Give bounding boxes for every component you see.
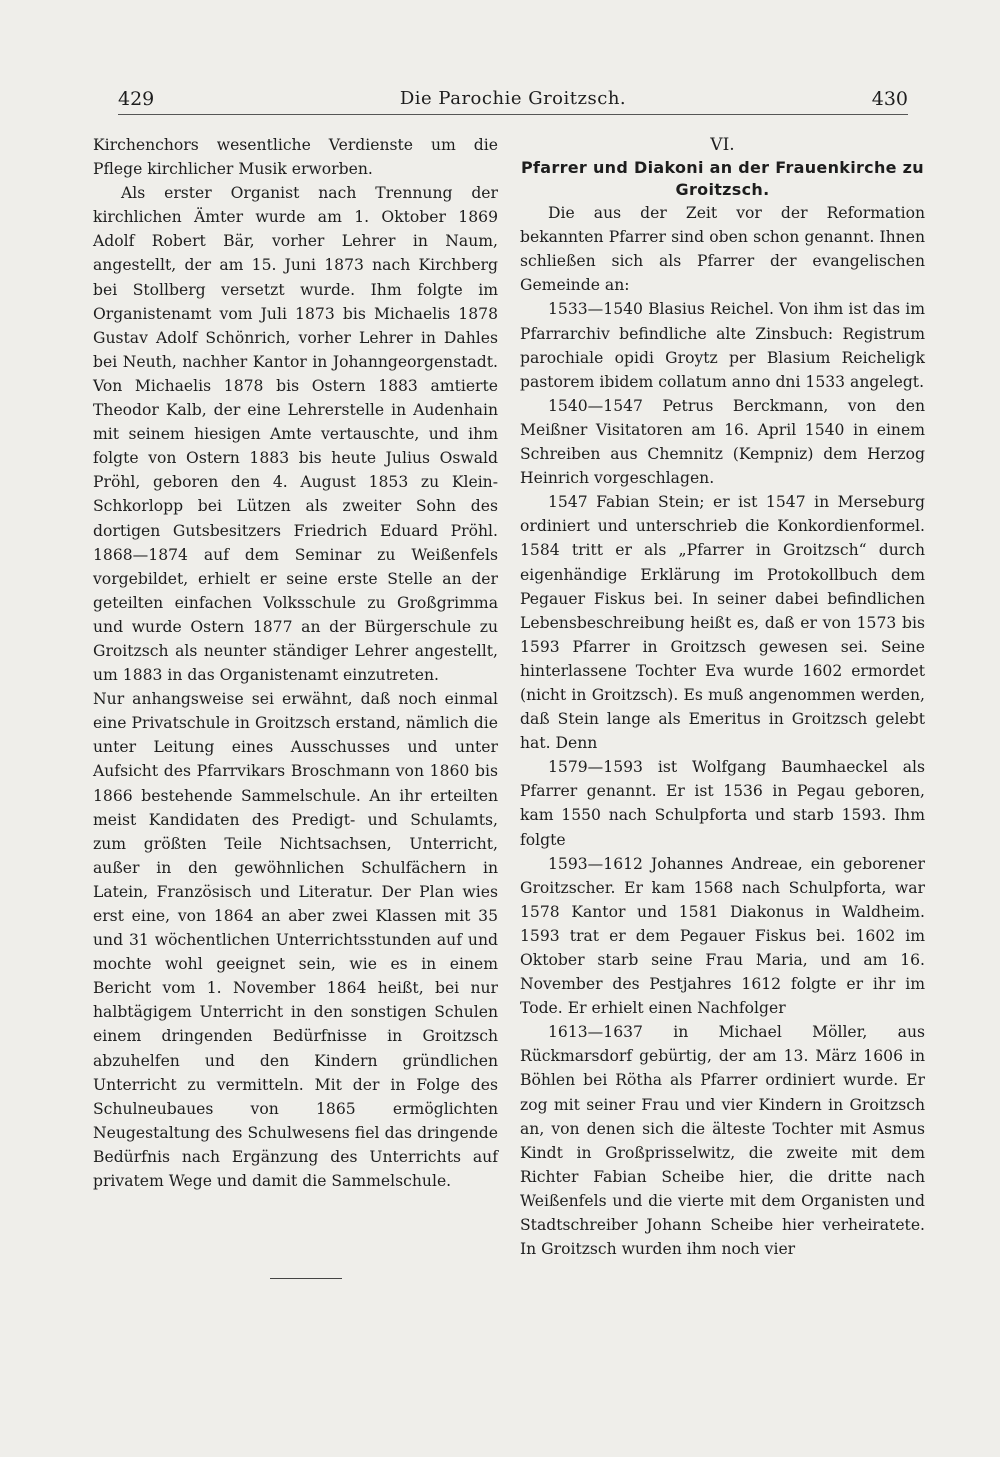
header-rule <box>118 114 908 115</box>
paragraph: 1613—1637 in Michael Möller, aus Rückmarsdorf gebürtig, der am 13. März 1606 in Böhlen bei Rötha als Pfarrer ordiniert wurde. Er zog mit seiner Frau und vier Kindern in Groitzsch an, von denen sich die älteste Tochter mit Asmus Kindt in Großprisselwitz, die zweite mit dem Richter Fabian Scheibe hier, die dritte nach Weißenfels und die vierte mit dem Organisten und Stadtschreiber Johann Scheibe hier verheiratete. In Groitzsch wurden ihm noch vier <box>520 1023 925 1259</box>
section-title: Pfarrer und Diakoni an der Frauenkirche zu Groitzsch. <box>521 158 924 200</box>
paragraph: 1533—1540 Blasius Reichel. Von ihm ist das im Pfarrarchiv befindliche alte Zinsbuch: Registrum parochiale opidi Groytz per Blasium Reicheligk pastorem ibidem collatum anno dni 1533 angelegt. <box>520 300 925 391</box>
running-title: Die Parochie Groitzsch. <box>399 88 627 109</box>
section-number: VI. <box>710 135 735 155</box>
right-paragraphs <box>520 201 925 1261</box>
paragraph: 1579—1593 ist Wolfgang Baumhaeckel als Pfarrer genannt. Er ist 1536 in Pegau geboren, kam 1550 nach Schulpforta und starb 1593. Ihm folgte <box>520 758 925 849</box>
end-rule <box>270 1278 342 1279</box>
paragraph: Als erster Organist nach Trennung der kirchlichen Ämter wurde am 1. Oktober 1869 Adolf Robert Bär, vorher Lehrer in Naum, angestellt, der am 15. Juni 1873 nach Kirchberg bei Stollberg versetzt wurde. Ihm folgte im Organistenamt vom Juli 1873 bis Michaelis 1878 Gustav Adolf Schönrich, vorher Lehrer in Dahles bei Neuth, nachher Kantor in Johanngeorgenstadt. Von Michaelis 1878 bis Ostern 1883 amtierte Theodor Kalb, der eine Lehrerstelle in Audenhain mit seinem hiesigen Amte vertauschte, und ihm folgte von Ostern 1883 bis heute Julius Oswald Pröhl, geboren den 4. August 1853 zu Klein-Schkorlopp bei Lützen als zweiter Sohn des dortigen Gutsbesitzers Friedrich Eduard Pröhl. 1868—1874 auf dem Seminar zu Weißenfels vorgebildet, erhielt er seine erste Stelle an der geteilten einfachen Volksschule zu Großgrimma und wurde Ostern 1877 an der Bürgerschule zu Groitzsch als neunter ständiger Lehrer angestellt, um 1883 in das Organistenamt einzutreten. <box>93 184 498 685</box>
right-column <box>520 133 925 1261</box>
page-number-left: 429 <box>118 88 155 110</box>
running-header <box>118 88 908 120</box>
paragraph: Nur anhangsweise sei erwähnt, daß noch einmal eine Privatschule in Groitzsch erstand, nämlich die unter Leitung eines Ausschusses und unter Aufsicht des Pfarrvikars Broschmann von 1860 bis 1866 bestehende Sammelschule. An ihr erteilten meist Kandidaten des Predigt- und Schulamts, zum größten Teile Nichtsachsen, Unterricht, außer in den gewöhnlichen Schulfächern in Latein, Französisch und Literatur. Der Plan wies erst eine, von 1864 an aber zwei Klassen mit 35 und 31 wöchentlichen Unterrichtsstunden auf und mochte wohl geeignet sein, wie es in einem Bericht vom 1. November 1864 heißt, bei nur halbtägigem Unterricht in den sonstigen Schulen einem dringenden Bedürfnisse in Groitzsch abzuhelfen und den Kindern gründlichen Unterricht zu vermitteln. Mit der in Folge des Schulneubaues von 1865 ermöglichten Neugestaltung des Schulwesens fiel das dringende Bedürfnis nach Ergänzung des Unterrichts auf privatem Wege und damit die Sammelschule. <box>93 690 498 1191</box>
paragraph: Die aus der Zeit vor der Reformation bekannten Pfarrer sind oben schon genannt. Ihnen schließen sich als Pfarrer der evangelischen Gemeinde an: <box>520 204 925 295</box>
left-column <box>93 133 498 1193</box>
paragraph: 1547 Fabian Stein; er ist 1547 in Merseburg ordiniert und unterschrieb die Konkordienformel. 1584 tritt er als „Pfarrer in Groitzsch“ durch eigenhändige Erklärung im Protokollbuch dem Pegauer Fiskus bei. In seiner dabei befindlichen Lebensbeschreibung heißt es, daß er von 1573 bis 1593 Pfarrer in Groitzsch gewesen sei. Seine hinterlassene Tochter Eva wurde 1602 ermordet (nicht in Groitzsch). Es muß angenommen werden, daß Stein lange als Emeritus in Groitzsch gelebt hat. Denn <box>520 493 925 753</box>
page-number-right: 430 <box>871 88 908 110</box>
paragraph: 1540—1547 Petrus Berckmann, von den Meißner Visitatoren am 16. April 1540 in einem Schreiben aus Chemnitz (Kempniz) dem Herzog Heinrich vorgeschlagen. <box>520 396 925 488</box>
paragraph: 1593—1612 Johannes Andreae, ein geborener Groitzscher. Er kam 1568 nach Schulpforta, war 1578 Kantor und 1581 Diakonus in Waldheim. 1593 trat er dem Pegauer Fiskus bei. 1602 im Oktober starb seine Frau Maria, und am 16. November des Pestjahres 1612 folgte er ihr im Tode. Er erhielt einen Nachfolger <box>520 854 925 1018</box>
paragraph: Kirchenchors wesentliche Verdienste um die Pflege kirchlicher Musik erworben. <box>93 136 498 179</box>
